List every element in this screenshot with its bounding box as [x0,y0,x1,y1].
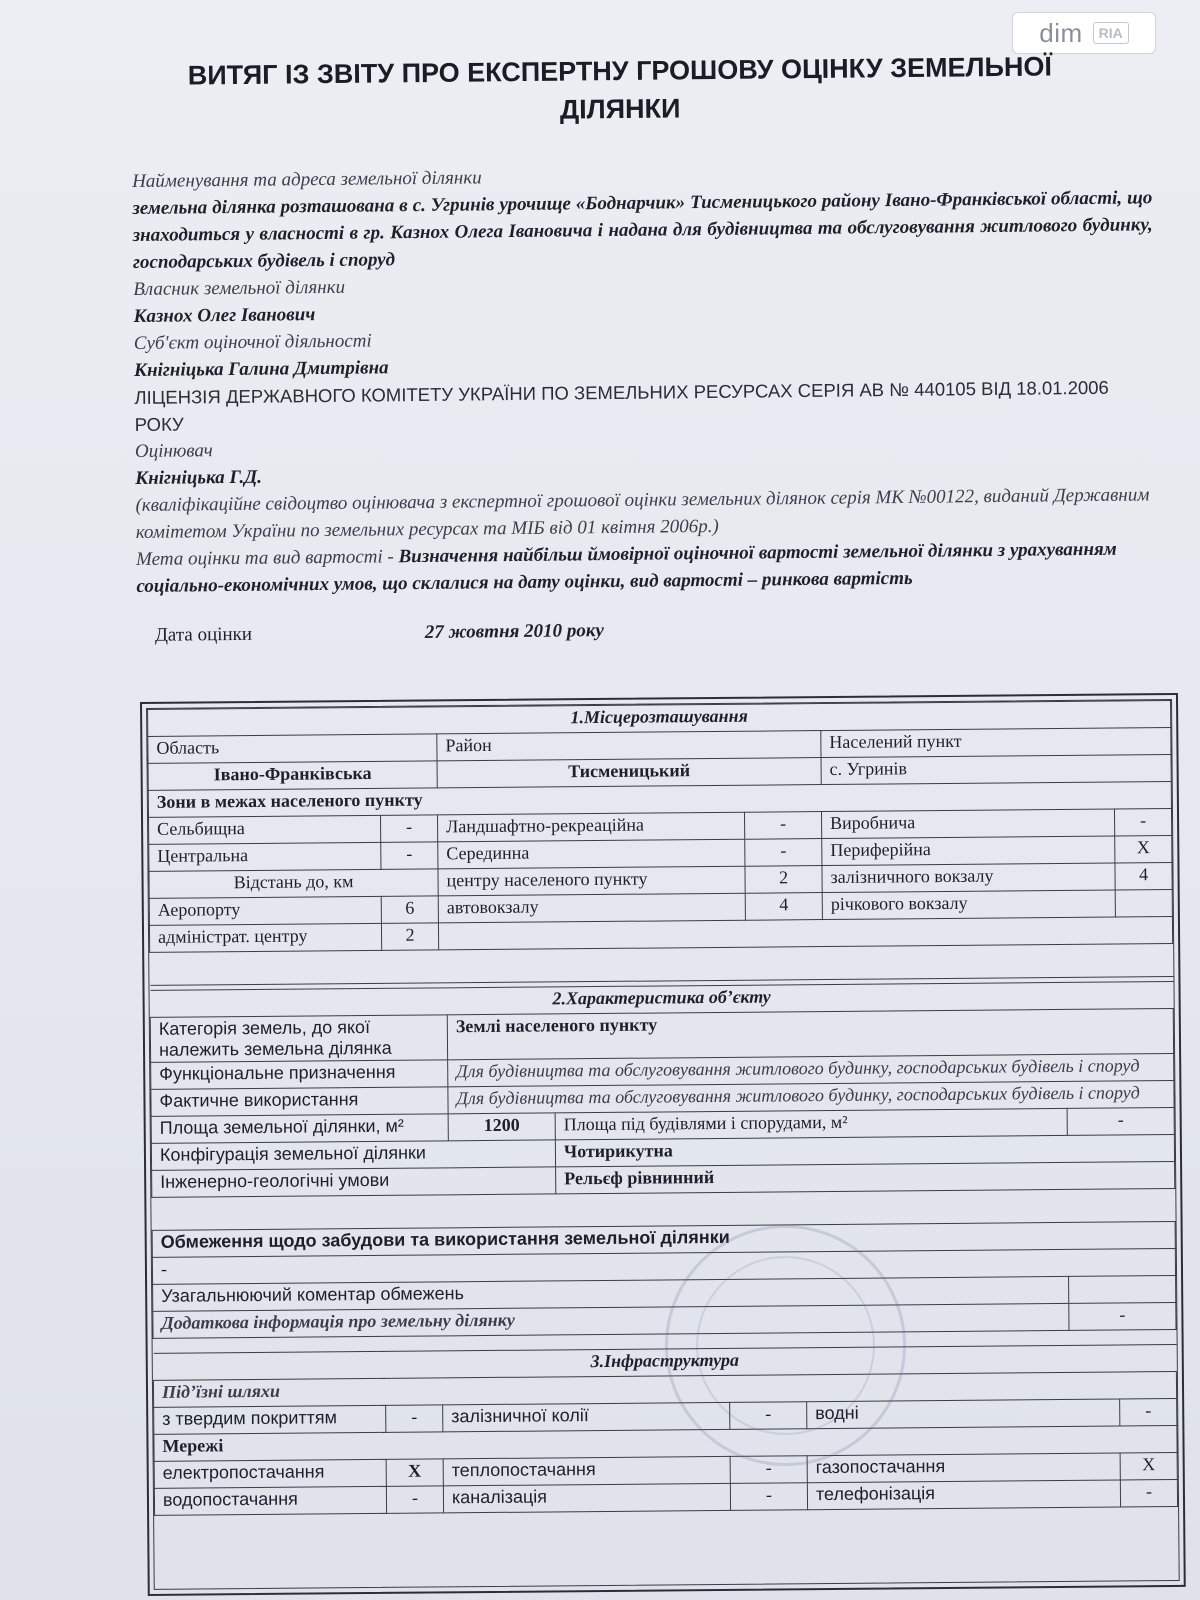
document-title [120,47,1121,133]
actual-use-label: Фактичне використання [151,1087,448,1117]
title-line-2: ДІЛЯНКИ [559,93,681,125]
geo-label: Інженерно-геологічні умови [152,1167,556,1198]
section3-title: 3.Інфраструктура [153,1344,1176,1380]
zone-cell: - [745,839,822,867]
comment-value [1069,1275,1176,1303]
appraiser-label: Оцінювач [134,440,213,462]
distance-cell: залізничного вокзалу [822,863,1115,893]
network-cell: електропостачання [154,1459,386,1488]
zone-cell: Периферійна [822,836,1115,866]
owner-name: Казнох Олег Іванович [133,304,316,327]
road-cell: - [386,1405,443,1432]
distance-cell: 4 [745,893,822,921]
geo-value: Рельєф рівнинний [556,1161,1175,1193]
distance-cell: адміністрат. центру [149,923,381,952]
zone-cell: Центральна [149,842,381,871]
restrictions-label: Обмеження щодо забудови та використання земельної ділянки [152,1221,1175,1257]
watermark-brand: dim [1039,17,1083,48]
date-label: Дата оцінки [154,623,253,646]
characteristics-table [150,981,1177,1339]
subject-label: Суб'єкт оціночної діяльності [133,330,372,354]
region-value: Івано-Франківська [148,761,437,791]
road-cell: залізничної колії [443,1402,730,1432]
distance-cell: 6 [381,896,438,923]
section1-title: 1.Місцерозташування [148,701,1171,737]
zone-cell: Серединна [438,839,745,869]
distance-cell: Аеропорту [149,896,381,925]
comment-label: Узагальнюючий коментар обмежень [153,1276,1069,1311]
area-value: 1200 [448,1113,555,1141]
infrastructure-table [153,1344,1178,1516]
distance-cell: центру населеного пункту [438,866,745,896]
extra-info-label: Додаткова інформація про земельну ділянку [153,1303,1069,1338]
distance-cell: річкового вокзалу [822,890,1115,920]
config-label: Конфігурація земельної ділянки [151,1140,555,1171]
road-cell: водні [807,1399,1120,1429]
built-area-label: Площа під будівлями і спорудами, м² [555,1108,1067,1139]
zone-cell: - [1114,809,1171,836]
owner-label: Власник земельної ділянки [133,276,346,300]
license-text: ЛІЦЕНЗІЯ ДЕРЖАВНОГО КОМІТЕТУ УКРАЇНИ ПО ЗЕМЕЛЬНИХ РЕСУРСАХ СЕРІЯ АВ № 440105 ВІД 18.01.2006 РОКУ [134,376,1109,435]
zone-cell: - [380,815,437,842]
purpose-text: Визначення найбільш ймовірної оціночної вартості земельної ділянки з урахуванням соціально-економічних умов, що склалися на дату оцінки, вид вартості – ринкова вартість [136,538,1117,597]
road-cell: - [730,1402,807,1430]
zone-cell: - [381,842,438,869]
subject-name: Кнігніцька Галина Дмитрівна [134,357,389,381]
network-cell: телефонізація [807,1480,1120,1510]
network-cell: Х [1120,1452,1177,1479]
network-cell: водопостачання [154,1486,386,1515]
function-label: Функціональне призначення [151,1060,448,1090]
category-value: Землі населеного пункту [447,1008,1173,1059]
zone-cell: - [744,812,821,840]
distance-cell: 4 [1115,863,1172,890]
appraiser-name: Кнігніцька Г.Д. [135,466,263,489]
network-cell: - [730,1456,807,1484]
function-value: Для будівництва та обслуговування житлового будинку, господарських будівель і споруд [448,1053,1174,1086]
section2-title: 2.Характеристика об’єкту [150,981,1173,1017]
valuation-date-row [137,611,1157,649]
distance-cell [1115,889,1172,916]
network-cell: - [730,1483,807,1511]
network-cell: - [1120,1479,1177,1506]
col-district: Район [437,731,821,761]
category-label: Категорія земель, до якої належить земельна ділянка [150,1015,447,1063]
network-cell: теплопостачання [443,1456,730,1486]
zones-label: Зони в межах населеного пункту [148,782,1171,818]
network-cell: - [386,1486,443,1513]
area-label: Площа земельної ділянки, м² [151,1114,448,1144]
purpose-paragraph [136,535,1157,600]
distance-label: Відстань до, км [149,869,438,899]
intro-block [132,157,1157,649]
date-value: 27 жовтня 2010 року [424,620,605,643]
name-text: земельна ділянка розташована в с. Угринів урочище «Боднарчик» Тисменицького району Івано-Франківської області, що знаходиться у власності в гр. Казнох Олега Івановича і надана для будівництва та обслуговування житлового будинку, господарських будівель і споруд [132,187,1153,273]
col-settlement: Населений пункт [821,728,1171,758]
location-table [147,700,1173,986]
distance-cell: 2 [745,866,822,894]
networks-label: Мережі [154,1425,1177,1461]
district-value: Тисменицький [437,758,821,788]
settlement-value: с. Угринів [821,755,1171,785]
purpose-label: Мета оцінки та вид вартості - [135,546,399,570]
config-value: Чотирикутна [555,1134,1174,1166]
roads-label: Під’їзні шляхи [153,1371,1176,1407]
network-cell: Х [386,1459,443,1486]
col-region: Область [148,734,437,764]
zone-cell: Х [1115,836,1172,863]
zone-cell: Ландшафтно-рекреаційна [437,812,744,842]
built-area-value: - [1067,1107,1174,1135]
zone-cell: Сельбищна [149,815,381,844]
road-cell: з твердим покриттям [154,1405,386,1434]
name-label: Найменування та адреса земельної ділянки [132,167,482,192]
restrictions-value: - [152,1248,1175,1284]
zone-cell: Виробнича [821,809,1114,839]
network-cell: каналізація [443,1483,730,1513]
certificate-text: (кваліфікаційне свідоцтво оцінювача з експертної грошової оцінки земельних ділянок серія МК №00122, виданий Державним комітетом України по земельних ресурсах та МІБ від 01 квітня 2006р.) [135,484,1150,543]
distance-cell: автовокзалу [438,893,745,923]
network-cell: газопостачання [807,1453,1120,1483]
extra-info-value: - [1069,1302,1176,1330]
watermark-sub: RIA [1093,22,1129,44]
distance-cell: 2 [381,923,438,950]
title-line-1: ВИТЯГ ІЗ ЗВІТУ ПРО ЕКСПЕРТНУ ГРОШОВУ ОЦІНКУ ЗЕМЕЛЬНОЇ [187,51,1053,91]
data-table-frame [140,693,1186,1596]
road-cell: - [1120,1398,1177,1425]
actual-use-value: Для будівництва та обслуговування житлового будинку, господарських будівель і споруд [448,1080,1174,1113]
faded-seal-stamp [665,1225,906,1466]
